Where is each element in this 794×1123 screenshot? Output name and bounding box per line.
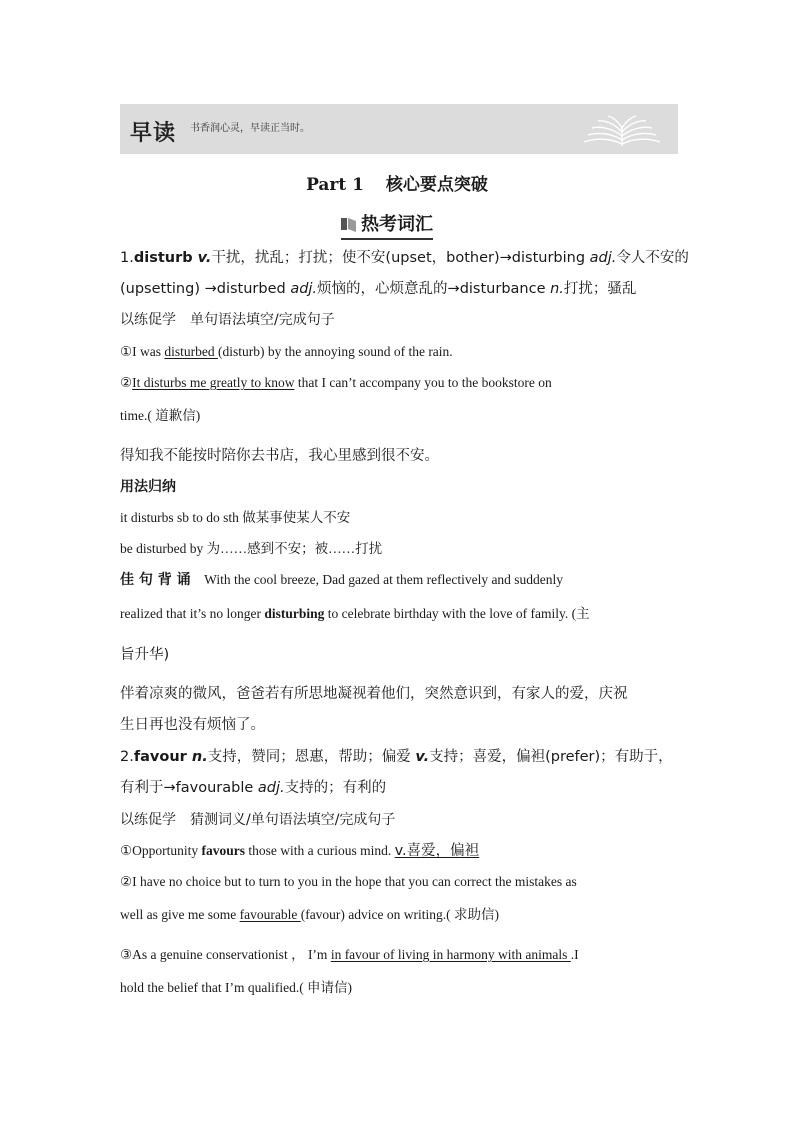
exercise-1-2-cont: time.( 道歉信) [120, 408, 201, 423]
translation-2-line-1: 伴着凉爽的微风，爸爸若有所思地凝视着他们，突然意识到，有家人的爱，庆祝 [120, 686, 628, 702]
practice-heading-2: 以练促学 猜测词义/单句语法填空/完成句子 [120, 812, 396, 828]
answer-favourable: favourable [239, 907, 301, 922]
usage-1: it disturbs sb to do sth 做某事使某人不安 [120, 510, 351, 525]
sentence-line-2: realized that it’s no longer disturbing to celebrate birthday with the love of family. (主 [120, 606, 590, 621]
translation-1: 得知我不能按时陪你去书店，我心里感到很不安。 [120, 448, 439, 464]
banner-slogan: 书香润心灵，早读正当时。 [190, 123, 310, 134]
banner-title: 早读 [130, 120, 177, 146]
sentence-line-3: 旨升华) [120, 647, 170, 663]
exercise-1-2: ②It disturbs me greatly to know that I can’t accompany you to the bookstore on [120, 375, 552, 390]
section-marker-icon [341, 216, 357, 232]
exercise-2-2: ②I have no choice but to turn to you in the hope that you can correct the mistakes as [120, 874, 577, 889]
answer-in-favour-of: in favour of living in harmony with animals [330, 947, 571, 962]
exercise-1-1: ①I was disturbed (disturb) by the annoying sound of the rain. [120, 344, 453, 359]
section-heading [341, 210, 433, 236]
exercise-2-1: ①Opportunity favours those with a curious mind. v.喜爱，偏袒 [120, 843, 480, 859]
exercise-2-3: ③As a genuine conservationist ， I’m in favour of living in harmony with animals .I [120, 947, 579, 962]
part-title [0, 170, 794, 195]
exercise-2-2-cont: well as give me some favourable (favour) advice on writing.( 求助信) [120, 907, 500, 922]
practice-heading-1: 以练促学 单句语法填空/完成句子 [120, 312, 335, 328]
section-underline [341, 238, 433, 240]
part-label: Part 1 [306, 175, 364, 195]
translation-2-line-2: 生日再也没有烦恼了。 [120, 717, 265, 733]
section-title: 热考词汇 [361, 214, 433, 235]
exercise-2-3-cont: hold the belief that I’m qualified.( 申请信) [120, 980, 353, 995]
answer-it-disturbs: It disturbs me greatly to know [132, 375, 295, 390]
headword-disturb: disturb [133, 250, 193, 266]
headword-favour: favour [133, 749, 187, 765]
entry-1-line-1: 1.disturb v.干扰，扰乱；打扰；使不安(upset，bother)→disturbing adj.令人不安的 [120, 250, 689, 266]
answer-favours-meaning: v.喜爱，偏袒 [394, 843, 480, 859]
answer-disturbed: disturbed [164, 344, 218, 359]
header-banner [120, 104, 678, 154]
entry-2-line-1: 2.favour n.支持，赞同；恩惠，帮助；偏爱 v.支持；喜爱，偏袒(prefer)；有助于， [120, 749, 673, 765]
part-heading: 核心要点突破 [385, 175, 488, 195]
sentence-line-1: 佳 句 背 诵 With the cool breeze, Dad gazed at them reflectively and suddenly [120, 572, 564, 588]
usage-heading: 用法归纳 [120, 479, 176, 495]
usage-2: be disturbed by 为……感到不安；被……打扰 [120, 541, 383, 556]
open-book-icon [580, 114, 664, 150]
sentence-heading: 佳 句 背 诵 [120, 572, 191, 588]
entry-2-line-2: 有利于→favourable adj.支持的；有利的 [120, 780, 387, 796]
entry-1-line-2: (upsetting) →disturbed adj.烦恼的，心烦意乱的→disturbance n.打扰；骚乱 [120, 281, 637, 297]
